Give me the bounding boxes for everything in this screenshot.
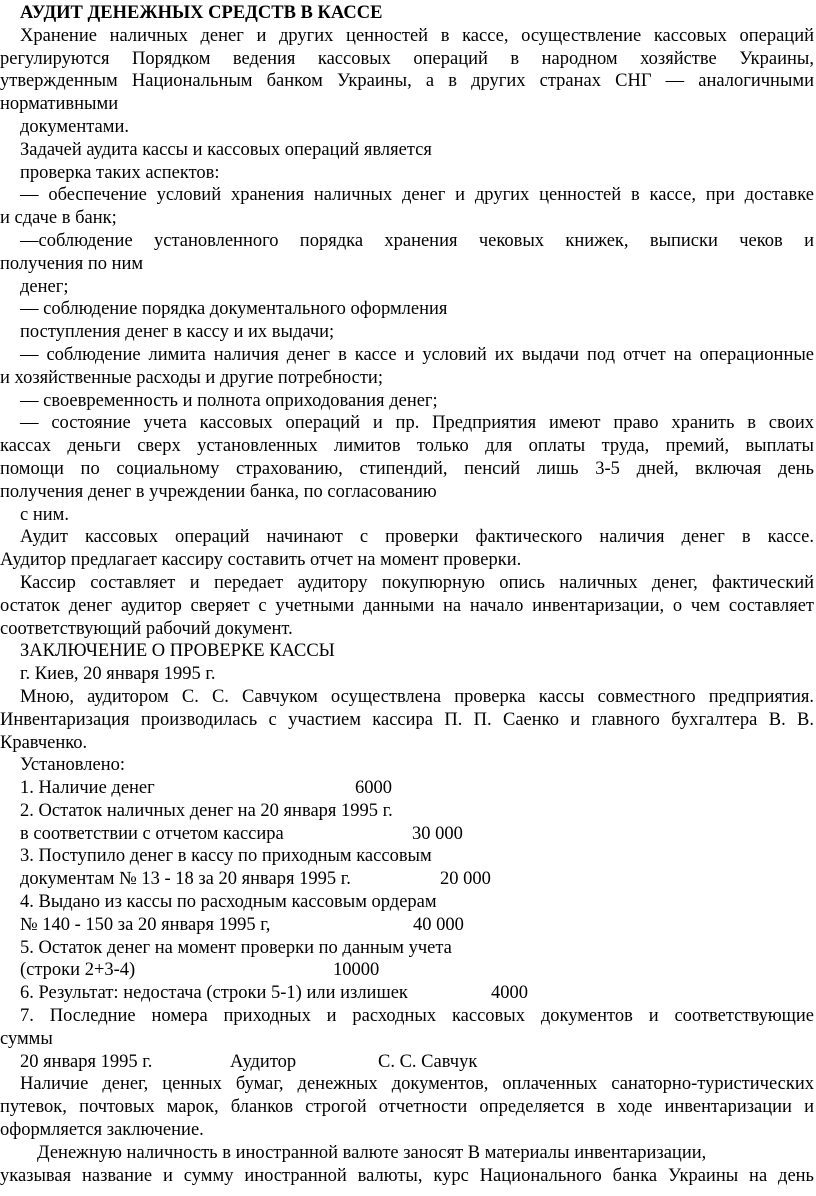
text-line (0, 481, 814, 504)
text-line (0, 1051, 814, 1074)
text-line (0, 70, 814, 93)
line-text: документам № 13 - 18 за 20 января 1995 г. (20, 869, 351, 890)
line-value: Аудитор (230, 1051, 297, 1072)
text-line (0, 390, 814, 413)
line-text: 3. Поступило денег в кассу по приходным кассовым (20, 846, 432, 867)
text-line (0, 162, 814, 185)
line-text: помощи по социальному страхованию, стипендий, пенсий лишь 3-5 дней, включая день (0, 458, 814, 479)
text-line (0, 800, 814, 823)
line-text: кассах деньги сверх установленных лимитов только для оплаты труда, премий, выплаты (0, 436, 814, 457)
text-line (0, 1119, 814, 1142)
line-text: 1. Наличие денег (20, 778, 155, 799)
line-text: 6. Результат: недостача (строки 5-1) или излишек (20, 983, 408, 1004)
text-line (0, 982, 814, 1005)
line-text: оформляется заключение. (0, 1120, 204, 1141)
line-text: в соответствии с отчетом кассира (20, 823, 284, 844)
text-line (0, 1073, 814, 1096)
line-value: 30 000 (412, 823, 463, 844)
text-line (0, 504, 814, 527)
line-text: Мною, аудитором С. С. Савчуком осуществлена проверка кассы совместного предприятия. (20, 686, 814, 707)
text-line (0, 1165, 814, 1188)
text-line (0, 116, 814, 139)
line-text: Аудитор предлагает кассиру составить отчет на момент проверки. (0, 550, 522, 571)
line-text: денег; (20, 276, 69, 297)
line-text: путевок, почтовых марок, бланков строгой отчетности определяется в ходе инвентаризации и (0, 1097, 814, 1118)
line-text: — обеспечение условий хранения наличных денег и других ценностей в кассе, при доставке (20, 185, 814, 206)
line-value: 40 000 (413, 914, 464, 935)
line-text: регулируются Порядком ведения кассовых операций в народном хозяйстве Украины, (0, 48, 814, 69)
text-line (0, 367, 814, 390)
text-line (0, 253, 814, 276)
text-line (0, 640, 814, 663)
line-text: — состояние учета кассовых операций и пр. Предприятия имеют право хранить в своих (20, 413, 814, 434)
text-line (0, 618, 814, 641)
line-text: 7. Последние номера приходных и расходных кассовых документов и соответствующие (20, 1006, 814, 1027)
text-line (0, 25, 814, 48)
text-line (0, 1096, 814, 1119)
line-text: 5. Остаток денег на момент проверки по данным учета (20, 937, 452, 958)
line-text: соответствующий рабочий документ. (0, 618, 293, 639)
line-text: Аудит кассовых операций начинают с проверки фактического наличия денег в кассе. (20, 527, 814, 548)
text-line (0, 1005, 814, 1028)
text-line (0, 549, 814, 572)
line-text: Инвентаризация производилась с участием кассира П. П. Саенко и главного бухгалтера В. В. (0, 709, 814, 730)
line-value: 6000 (355, 778, 392, 799)
line-text: Кассир составляет и передает аудитору покупюрную опись наличных денег, фактический (20, 572, 814, 593)
line-text: Задачей аудита кассы и кассовых операций является (20, 139, 432, 160)
line-text: проверка таких аспектов: (20, 162, 220, 183)
line-value-2: С. С. Савчук (378, 1051, 478, 1072)
text-line (0, 959, 814, 982)
text-line (0, 823, 814, 846)
text-line (0, 663, 814, 686)
text-line (0, 298, 814, 321)
line-text: нормативными (0, 94, 119, 115)
line-value: 4000 (491, 983, 528, 1004)
text-line (0, 709, 814, 732)
line-text: —соблюдение установленного порядка хранения чековых книжек, выписки чеков и (20, 230, 814, 251)
text-line (0, 914, 814, 937)
text-line (0, 845, 814, 868)
text-line (0, 937, 814, 960)
text-line (0, 184, 814, 207)
line-text: получения по ним (0, 253, 144, 274)
text-line (0, 321, 814, 344)
text-line (0, 891, 814, 914)
line-text: остаток денег аудитор сверяет с учетными данными на начало инвентаризации, о чем составляет (0, 595, 814, 616)
line-text: получения денег в учреждении банка, по согласованию (0, 481, 437, 502)
text-line (0, 139, 814, 162)
text-line (0, 868, 814, 891)
line-text: № 140 - 150 за 20 января 1995 г, (20, 914, 271, 935)
line-text: ЗАКЛЮЧЕНИЕ О ПРОВЕРКЕ КАССЫ (20, 641, 335, 662)
line-text: — своевременность и полнота оприходования денег; (20, 390, 438, 411)
document-title: АУДИТ ДЕНЕЖНЫХ СРЕДСТВ В КАССЕ (20, 3, 383, 23)
line-text: с ним. (20, 504, 69, 525)
text-line (0, 48, 814, 71)
text-line (0, 458, 814, 481)
line-text: — соблюдение порядка документального оформления (20, 299, 448, 320)
line-value: 20 000 (440, 869, 491, 890)
line-text: — соблюдение лимита наличия денег в кассе и условий их выдачи под отчет на операционные (20, 344, 814, 365)
line-text: документами. (20, 116, 129, 137)
text-line (0, 686, 814, 709)
text-line (0, 230, 814, 253)
text-line (0, 207, 814, 230)
text-line (0, 412, 814, 435)
line-text: г. Киев, 20 января 1995 г. (20, 664, 216, 685)
line-text: и сдаче в банк; (0, 208, 117, 229)
text-line (0, 1028, 814, 1051)
document-body (0, 25, 814, 1188)
text-line (0, 572, 814, 595)
line-text: поступления денег в кассу и их выдачи; (20, 322, 335, 343)
line-text: и хозяйственные расходы и другие потребности; (0, 367, 383, 388)
text-line (0, 344, 814, 367)
text-line (0, 732, 814, 755)
line-text: Установлено: (20, 755, 125, 776)
line-text: 2. Остаток наличных денег на 20 января 1995 г. (20, 800, 393, 821)
line-text: утвержденным Национальным банком Украины, а в других странах СНГ — аналогичными (0, 71, 814, 92)
text-line (0, 276, 814, 299)
line-text: 20 января 1995 г. (20, 1051, 153, 1072)
text-line (0, 1142, 814, 1165)
text-line (0, 526, 814, 549)
line-text: Кравченко. (0, 732, 88, 753)
line-text: 4. Выдано из кассы по расходным кассовым ордерам (20, 892, 437, 913)
line-text: Наличие денег, ценных бумаг, денежных документов, оплаченных санаторно-туристических (20, 1074, 814, 1095)
line-value: 10000 (333, 960, 380, 981)
line-text: указывая название и сумму иностранной валюты, курс Национального банка Украины на день (0, 1165, 814, 1186)
line-text: суммы (0, 1028, 53, 1049)
line-text: Денежную наличность в иностранной валюте заносят В материалы инвентаризации, (37, 1142, 707, 1163)
line-text: (строки 2+3-4) (20, 960, 136, 981)
text-line (0, 435, 814, 458)
text-line (0, 93, 814, 116)
text-line (0, 754, 814, 777)
text-line (0, 777, 814, 800)
line-text: Хранение наличных денег и других ценностей в кассе, осуществление кассовых операций (20, 25, 814, 46)
text-line (0, 595, 814, 618)
